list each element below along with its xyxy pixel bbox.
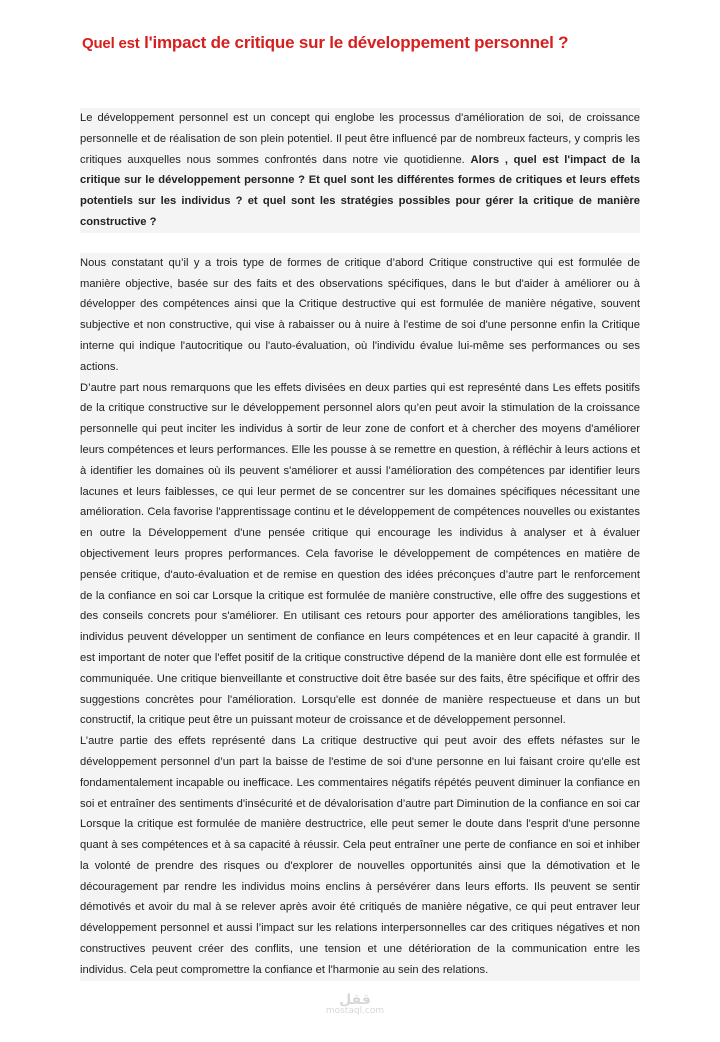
paragraph-spacer: [80, 233, 640, 253]
page-title: [82, 33, 702, 53]
watermark-main: ققل: [339, 992, 371, 1008]
paragraph-forms-of-critique: Nous constatant qu’il y a trois type de formes de critique d’abord Critique constructive qui est formulée de manière objective, basée sur des faits et des observations spécifiques, dans le but d'aider à améliorer ou à développer des compétences ainsi que la Critique destructive qui est formulée de manière négative, souvent subjective et non constructive, qui vise à rabaisser ou à nuire à l'estime de soi d'une personne enfin la Critique interne qui indique l'autocritique ou l'auto-évaluation, où l'individu évalue lui-même ses performances ou ses actions.: [80, 253, 640, 378]
title-main: l'impact de critique sur le développement personnel ?: [139, 33, 569, 52]
watermark-logo: [310, 992, 400, 1017]
paragraph-positive-effects: D’autre part nous remarquons que les effets divisées en deux parties qui est represénté dans Les effets positifs de la critique constructive sur le développement personnel alors qu’en peut avoir la stimulation de la croissance personnelle qui peut inciter les individus à sortir de leur zone de confort et à chercher des moyens d'améliorer leurs compétences et leurs performances. Elle les pousse à se remettre en question, à réfléchir à leurs actions et à identifier les domaines où ils peuvent s'améliorer et aussi l’amélioration des compétences par identifier leurs lacunes et leurs faiblesses, ce qui leur permet de se concentrer sur les domaines spécifiques nécessitant une amélioration. Cela favorise l'apprentissage continu et le développement de compétences nouvelles ou existantes en outre la Développement d'une pensée critique qui encourage les individus à analyser et à évaluer objectivement leurs propres performances. Cela favorise le développement de compétences en matière de pensée critique, d'auto-évaluation et de remise en question des idées préconçues d’autre part le renforcement de la confiance en soi car Lorsque la critique est formulée de manière constructive, elle offre des suggestions et des conseils concrets pour s'améliorer. En utilisant ces retours pour apporter des améliorations tangibles, les individus peuvent développer un sentiment de confiance en leurs compétences et en leur capacité à grandir. Il est important de noter que l'effet positif de la critique constructive dépend de la manière dont elle est formulée et communiquée. Une critique bienveillante et constructive doit être basée sur des faits, être spécifique et offrir des suggestions concrètes pour l'amélioration. Lorsqu'elle est donnée de manière respectueuse et dans un but constructif, la critique peut être un puissant moteur de croissance et de développement personnel.: [80, 378, 640, 732]
document-body: [80, 108, 640, 981]
title-prefix: Quel est: [82, 35, 140, 52]
intro-paragraph: [80, 108, 640, 233]
paragraph-negative-effects: L’autre partie des effets représenté dans La critique destructive qui peut avoir des effets néfastes sur le développement personnel d’un part la baisse de l'estime de soi d'une personne en lui faisant croire qu'elle est fondamentalement incapable ou inefficace. Les commentaires négatifs répétés peuvent diminuer la confiance en soi et entraîner des sentiments d'insécurité et de dévalorisation d’autre part Diminution de la confiance en soi car Lorsque la critique est formulée de manière destructrice, elle peut semer le doute dans l'esprit d'une personne quant à ses compétences et à sa capacité à réussir. Cela peut entraîner une perte de confiance en soi et inhiber la volonté de prendre des risques ou d'explorer de nouvelles opportunités ainsi que la démotivation et le découragement par rendre les individus moins enclins à persévérer dans leurs efforts. Ils peuvent se sentir démotivés et avoir du mal à se relever après avoir été critiqués de manière négative, ce qui peut entraver leur développement personnel et aussi l’impact sur les relations interpersonnelles car des critiques négatives et non constructives peuvent créer des conflits, une tension et une détérioration de la communication entre les individus. Cela peut compromettre la confiance et l'harmonie au sein des relations.: [80, 731, 640, 981]
watermark-sub: mostaql.com: [325, 1006, 385, 1016]
intro-questions: Alors , quel est l'impact de la critique sur le développement personne ? Et quel sont les différentes formes de critiques et leurs effets potentiels sur les individus ? et quel sont les stratégies possibles pour gérer la critique de manière constructive ?: [80, 153, 640, 228]
intro-text: Le développement personnel est un concept qui englobe les processus d'amélioration de soi, de croissance personnelle et de réalisation de son plein potentiel. Il peut être influencé par de nombreux facteurs, y compris les critiques auxquelles nous sommes confrontés dans notre vie quotidienne.: [80, 112, 640, 166]
